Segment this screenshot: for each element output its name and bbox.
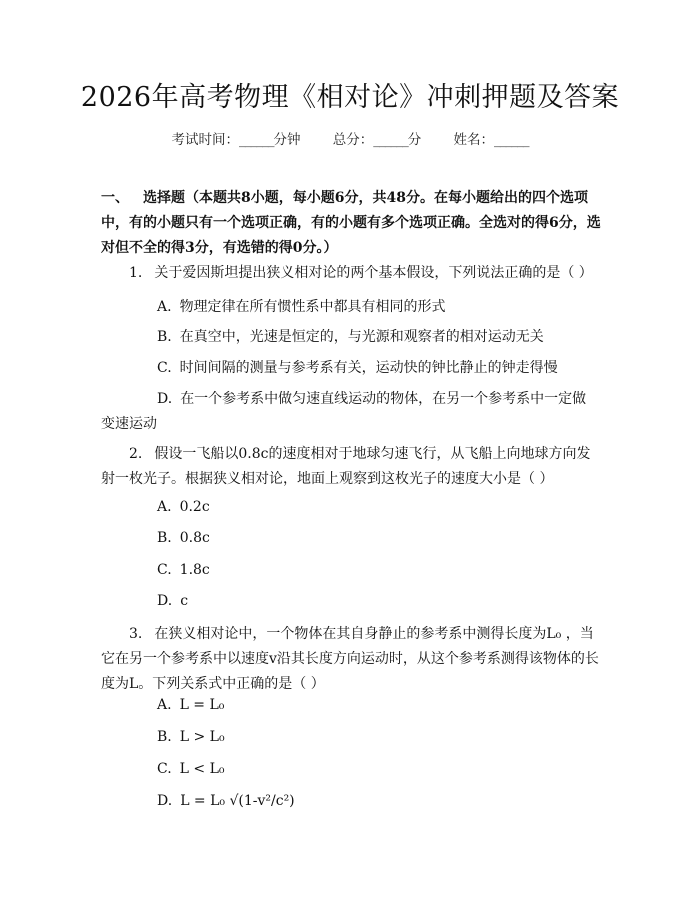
question-1-option-d	[101, 387, 599, 437]
question-2-stem	[101, 442, 599, 492]
question-2-option-d	[101, 589, 599, 614]
question-1-option-b	[101, 325, 599, 350]
option-label: B.	[157, 530, 172, 546]
exam-time-field	[171, 130, 300, 150]
question-1-option-c	[101, 356, 599, 381]
student-name-blank: ______	[494, 132, 529, 148]
section-instructions: 选择题（本题共8小题，每小题6分，共48分。在每小题给出的四个选项中，有的小题只有一个选项正确，有的小题有多个选项正确。全选对的得6分，选对但不全的得3分，有选错的得0分。）	[101, 190, 601, 256]
section-number: 一、	[101, 190, 129, 206]
question-3-option-c	[101, 757, 599, 782]
total-score-field	[333, 130, 422, 150]
question-2-option-a	[101, 495, 599, 520]
option-label: B.	[157, 329, 172, 345]
option-label: B.	[157, 729, 172, 745]
option-text: c	[180, 593, 189, 609]
option-text: 在真空中，光速是恒定的，与光源和观察者的相对运动无关	[179, 329, 544, 345]
section-heading	[101, 186, 601, 261]
student-name-field	[454, 130, 529, 150]
option-label: A.	[157, 299, 172, 315]
question-number: 2.	[129, 446, 143, 462]
option-label: D.	[157, 793, 173, 809]
option-text: L = L₀	[179, 697, 225, 713]
total-score-label: 总分：	[332, 132, 374, 148]
total-score-blank: ______	[373, 132, 408, 148]
question-3-stem	[101, 622, 599, 697]
option-label: C.	[157, 562, 172, 578]
option-text: 物理定律在所有惯性系中都具有相同的形式	[179, 299, 446, 315]
question-2-option-b	[101, 526, 599, 551]
question-1-stem	[101, 261, 599, 286]
question-number: 3.	[129, 626, 143, 642]
question-3-option-a	[101, 693, 599, 718]
question-2-option-c	[101, 558, 599, 583]
option-text: 时间间隔的测量与参考系有关，运动快的钟比静止的钟走得慢	[179, 360, 558, 376]
option-label: A.	[157, 697, 172, 713]
question-3-option-b	[101, 725, 599, 750]
option-label: D.	[157, 593, 173, 609]
option-text: 0.2c	[179, 499, 210, 515]
option-text: 0.8c	[179, 530, 210, 546]
option-label: A.	[157, 499, 172, 515]
option-text: L > L₀	[179, 729, 225, 745]
option-label: C.	[157, 761, 172, 777]
option-text: 在一个参考系中做匀速直线运动的物体，在另一个参考系中一定做变速运动	[101, 391, 587, 432]
option-label: C.	[157, 360, 172, 376]
option-label: D.	[157, 391, 173, 407]
question-text: 在狭义相对论中，一个物体在其自身静止的参考系中测得长度为L₀ ，当它在另一个参考系中以速度v沿其长度方向运动时，从这个参考系测得该物体的长度为L。下列关系式中正确的是（ ）	[101, 626, 599, 692]
option-text: 1.8c	[179, 562, 210, 578]
exam-time-unit: 分钟	[273, 132, 301, 148]
question-1-option-a	[101, 295, 599, 320]
question-number: 1.	[129, 265, 143, 281]
page-title: 2026年高考物理《相对论》冲刺押题及答案	[80, 82, 620, 113]
total-score-unit: 分	[407, 132, 422, 148]
question-text: 关于爱因斯坦提出狭义相对论的两个基本假设，下列说法正确的是（ ）	[154, 265, 593, 281]
exam-info-line	[0, 130, 700, 150]
student-name-label: 姓名：	[453, 132, 495, 148]
question-text: 假设一飞船以0.8c的速度相对于地球匀速飞行，从飞船上向地球方向发射一枚光子。根据狭义相对论，地面上观察到这枚光子的速度大小是（ ）	[101, 446, 591, 487]
exam-time-label: 考试时间：	[171, 132, 239, 148]
question-3-option-d	[101, 789, 599, 814]
option-text: L = L₀ √(1-v²/c²)	[180, 793, 295, 809]
exam-time-blank: ______	[238, 132, 274, 148]
option-text: L < L₀	[179, 761, 225, 777]
